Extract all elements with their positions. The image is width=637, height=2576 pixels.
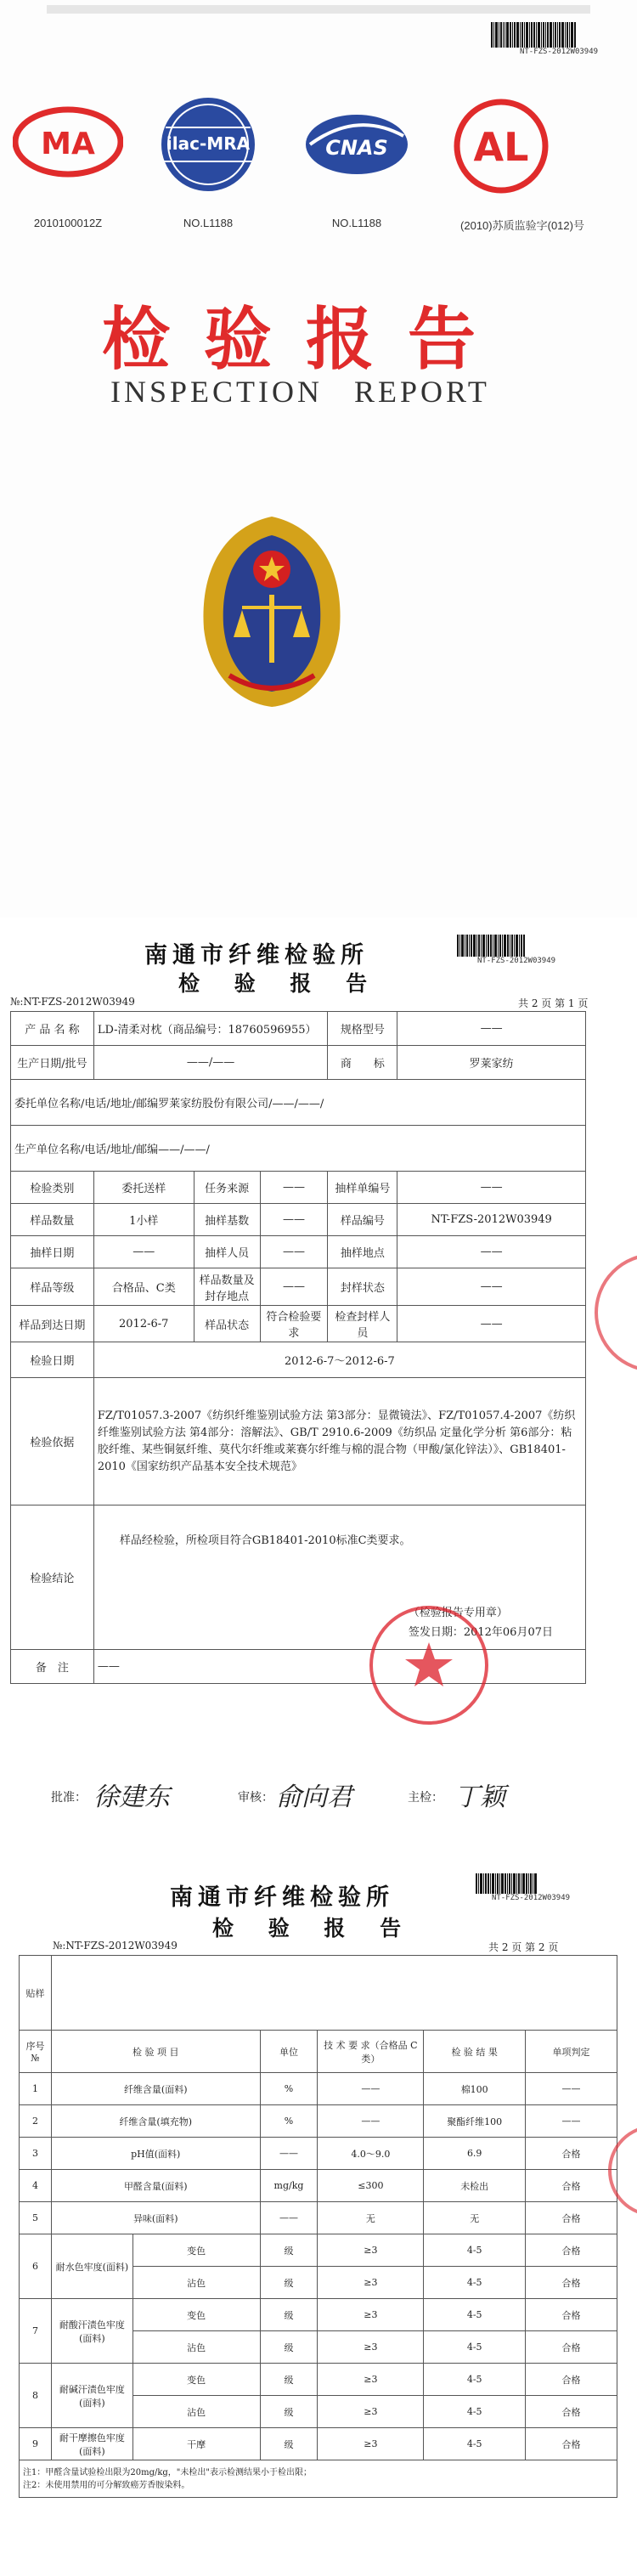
edge-stamp-icon (590, 1249, 637, 1376)
cnas-logo-icon (302, 110, 412, 178)
brand-label: 商 标 (328, 1046, 397, 1080)
row-result: 4-5 (424, 2428, 526, 2460)
row-result: 4-5 (424, 2267, 526, 2299)
al-caption: (2010)苏质监验字(012)号 (460, 219, 584, 232)
sample-label: 贴样 (20, 1956, 52, 2031)
header-unit: 单位 (260, 2031, 318, 2073)
row-no: 4 (20, 2170, 52, 2202)
table-row (20, 2138, 617, 2170)
row-result: 棉100 (424, 2073, 526, 2105)
row-item: 纤维含量(面料) (51, 2073, 260, 2105)
row-judge: 合格 (526, 2138, 617, 2170)
insp-type: 委托送样 (93, 1172, 194, 1204)
row-unit: 级 (260, 2234, 318, 2267)
row-result: 4-5 (424, 2396, 526, 2428)
seal-state-label: 封样状态 (328, 1268, 397, 1306)
row-judge: 合格 (526, 2364, 617, 2396)
p2-results-table (19, 1955, 617, 2498)
samp-date-label: 抽样日期 (11, 1236, 94, 1268)
row-unit: 级 (260, 2364, 318, 2396)
ilac-caption: NO.L1188 (183, 217, 234, 229)
client-row (11, 1080, 586, 1126)
row-no: 7 (20, 2299, 52, 2364)
approve-signature: 徐建东 (93, 1782, 170, 1812)
row-no: 1 (20, 2073, 52, 2105)
checker: —— (397, 1306, 586, 1342)
row-item: 耐碱汗渍色牢度(面料) (51, 2364, 132, 2428)
row-judge: 合格 (526, 2331, 617, 2364)
row-judge: 合格 (526, 2396, 617, 2428)
row-unit: —— (260, 2138, 318, 2170)
report-page-1 (0, 926, 637, 1844)
client: 罗莱家纺股份有限公司/——/——/ (158, 1098, 324, 1110)
svg-text:MA: MA (41, 127, 95, 161)
barcode-bars (457, 935, 576, 957)
svg-text:CNAS: CNAS (325, 136, 388, 160)
row-req: ≥3 (318, 2331, 424, 2364)
cover-title-en: INSPECTION REPORT (110, 375, 490, 409)
row-req: 4.0～9.0 (318, 2138, 424, 2170)
p2-page-label: 共 2 页 第 2 页 (488, 1941, 559, 1953)
p1-org: 南通市纤维检验所 (144, 942, 369, 969)
spec: —— (397, 1012, 586, 1046)
conclusion-label: 检验结论 (11, 1505, 94, 1650)
cnas-caption: NO.L1188 (331, 217, 382, 229)
sampler: —— (260, 1236, 328, 1268)
review-label: 审核： (238, 1791, 273, 1805)
table-row (20, 2299, 617, 2331)
samp-place-label: 抽样地点 (328, 1236, 397, 1268)
top-strip (47, 5, 590, 14)
samp-date: —— (93, 1236, 194, 1268)
row-unit: —— (260, 2202, 318, 2234)
row-req: —— (318, 2105, 424, 2138)
table-row (20, 2073, 617, 2105)
row-result: 4-5 (424, 2234, 526, 2267)
row-req: ≤300 (318, 2170, 424, 2202)
row-no: 2 (20, 2105, 52, 2138)
ilac-mra-logo-icon (157, 93, 259, 195)
brand: 罗莱家纺 (397, 1046, 586, 1080)
arrive: 2012-6-7 (93, 1306, 194, 1342)
qty: 1小样 (93, 1204, 194, 1236)
barcode-text: NT-FZS-2012W03949 (491, 1894, 571, 1902)
conclusion: 样品经检验，所检项目符合GB18401-2010标准C类要求。 (119, 1534, 411, 1547)
header-no: 序号 № (20, 2031, 52, 2073)
task-src: —— (260, 1172, 328, 1204)
producer: ——/——/ (158, 1144, 210, 1156)
header-judge: 单项判定 (526, 2031, 617, 2073)
row-sub: 沾色 (132, 2331, 260, 2364)
row-item: 耐水色牢度(面料) (51, 2234, 132, 2299)
row-result: 6.9 (424, 2138, 526, 2170)
cover-page (0, 0, 637, 918)
table-row (20, 2428, 617, 2460)
report-page-2 (0, 1865, 637, 2576)
row-sub: 沾色 (132, 2396, 260, 2428)
row-result: 聚酯纤维100 (424, 2105, 526, 2138)
basis-label: 检验依据 (11, 1378, 94, 1505)
producer-label: 生产单位名称/电话/地址/邮编 (14, 1144, 159, 1156)
row-unit: 级 (260, 2331, 318, 2364)
note-2: 注2：未使用禁用的可分解致癌芳香胺染料。 (23, 2480, 190, 2490)
edge-stamp-icon (607, 2120, 637, 2222)
prod-date-label: 生产日期/批号 (11, 1046, 94, 1080)
client-label: 委托单位名称/电话/地址/邮编 (14, 1098, 159, 1110)
prod-date: ——/—— (93, 1046, 328, 1080)
row-unit: 级 (260, 2396, 318, 2428)
row-no: 9 (20, 2428, 52, 2460)
row-req: ≥3 (318, 2234, 424, 2267)
row-sub: 干摩 (132, 2428, 260, 2460)
seal-cond-label: 样品数量及封存地点 (194, 1268, 260, 1306)
table-row (20, 2364, 617, 2396)
spec-label: 规格型号 (328, 1012, 397, 1046)
row-item: 耐酸汗渍色牢度(面料) (51, 2299, 132, 2364)
row-req: 无 (318, 2202, 424, 2234)
p1-doc-title: 检 验 报 告 (178, 971, 381, 996)
row-judge: 合格 (526, 2267, 617, 2299)
row-judge: 合格 (526, 2234, 617, 2267)
row-result: 4-5 (424, 2364, 526, 2396)
header-req: 技 术 要 求（合格品 C类） (318, 2031, 424, 2073)
samp-place: —— (397, 1236, 586, 1268)
row-unit: mg/kg (260, 2170, 318, 2202)
checker-label: 检查封样人员 (328, 1306, 397, 1342)
row-judge: —— (526, 2073, 617, 2105)
row-no: 6 (20, 2234, 52, 2299)
sample-no: NT-FZS-2012W03949 (397, 1204, 586, 1236)
basis: FZ/T01057.3-2007《纺织纤维鉴别试验方法 第3部分：显微镜法》、FZ/T01057.4-2007《纺织纤维鉴别试验方法 第4部分：溶解法》、GB/T 2910.6-2009《纺织品 定量化学分析 第6部分：粘胶纤维、某些铜氨纤维、莫代尔纤维或莱赛尔纤维与棉的混合物（甲酸/氯化锌法）》、GB18401-2010《国家纺织产品基本安全技术规范》 (93, 1378, 585, 1505)
conclusion-cell (93, 1505, 585, 1650)
cover-title-cn: 检验报告 (102, 300, 510, 379)
table-row (20, 2202, 617, 2234)
base-label: 抽样基数 (194, 1204, 260, 1236)
seal-line: （检验报告专用章） (408, 1607, 508, 1619)
product-name-label: 产 品 名 称 (11, 1012, 94, 1046)
cma-logo-icon (13, 106, 123, 178)
p2-doc-title: 检 验 报 告 (212, 1916, 415, 1940)
table-row (20, 2105, 617, 2138)
p1-report-no: №:NT-FZS-2012W03949 (10, 996, 135, 1008)
row-no: 5 (20, 2202, 52, 2234)
row-no: 8 (20, 2364, 52, 2428)
producer-row (11, 1126, 586, 1172)
row-item: 纤维含量(填充物) (51, 2105, 260, 2138)
review-signature: 俞向君 (276, 1782, 352, 1812)
sample-no-label: 样品编号 (328, 1204, 397, 1236)
row-unit: 级 (260, 2299, 318, 2331)
row-judge: 合格 (526, 2170, 617, 2202)
row-judge: 合格 (526, 2299, 617, 2331)
row-judge: —— (526, 2105, 617, 2138)
header-result: 检 验 结 果 (424, 2031, 526, 2073)
row-req: ≥3 (318, 2428, 424, 2460)
barcode-text: NT-FZS-2012W03949 (476, 957, 556, 965)
main-label: 主检： (408, 1791, 443, 1805)
barcode-bars (491, 22, 627, 48)
insp-date: 2012-6-7～2012-6-7 (93, 1342, 585, 1378)
sample-area (51, 1956, 617, 2031)
al-logo-icon (450, 98, 552, 195)
row-no: 3 (20, 2138, 52, 2170)
remarks-label: 备 注 (11, 1650, 94, 1684)
note-1: 注1：甲醛含量试验检出限为20mg/kg，"未检出"表示检测结果小于检出限； (23, 2467, 312, 2477)
product-name: LD-清柔对枕（商品编号：18760596955） (93, 1012, 328, 1046)
row-unit: % (260, 2073, 318, 2105)
row-item: 异味(面料) (51, 2202, 260, 2234)
barcode-bars (476, 1873, 586, 1894)
emblem-icon (191, 510, 352, 714)
row-judge: 合格 (526, 2428, 617, 2460)
row-item: 甲醛含量(面料) (51, 2170, 260, 2202)
qty-label: 样品数量 (11, 1204, 94, 1236)
row-unit: 级 (260, 2428, 318, 2460)
state-label: 样品状态 (194, 1306, 260, 1342)
table-row (20, 2234, 617, 2267)
row-req: ≥3 (318, 2299, 424, 2331)
p2-report-no: №:NT-FZS-2012W03949 (53, 1940, 178, 1952)
main-signature: 丁颖 (454, 1782, 505, 1812)
row-req: ≥3 (318, 2364, 424, 2396)
grade: 合格品、C类 (93, 1268, 194, 1306)
cma-caption: 2010100012Z (33, 217, 103, 229)
p1-barcode (457, 935, 576, 965)
grade-label: 样品等级 (11, 1268, 94, 1306)
state: 符合检验要求 (260, 1306, 328, 1342)
row-judge: 合格 (526, 2202, 617, 2234)
p2-barcode (476, 1873, 586, 1902)
table-row (20, 2170, 617, 2202)
header-item: 检 验 项 目 (51, 2031, 260, 2073)
seal-state: —— (397, 1268, 586, 1306)
row-sub: 变色 (132, 2364, 260, 2396)
base: —— (260, 1204, 328, 1236)
svg-text:AL: AL (473, 124, 529, 170)
arrive-label: 样品到达日期 (11, 1306, 94, 1342)
notes-cell (20, 2460, 617, 2498)
svg-text:ilac-MRA: ilac-MRA (166, 133, 251, 154)
row-item: 耐干摩擦色牢度(面料) (51, 2428, 132, 2460)
task-src-label: 任务来源 (194, 1172, 260, 1204)
row-req: —— (318, 2073, 424, 2105)
insp-date-label: 检验日期 (11, 1342, 94, 1378)
cover-barcode (491, 22, 627, 56)
sampler-label: 抽样人员 (194, 1236, 260, 1268)
row-item: pH值(面料) (51, 2138, 260, 2170)
insp-type-label: 检验类别 (11, 1172, 94, 1204)
p1-info-table (10, 1011, 586, 1684)
row-unit: 级 (260, 2267, 318, 2299)
row-unit: % (260, 2105, 318, 2138)
official-stamp-icon (365, 1602, 493, 1729)
row-result: 无 (424, 2202, 526, 2234)
barcode-text: NT-FZS-2012W03949 (519, 48, 599, 56)
sample-no-short: —— (397, 1172, 586, 1204)
sample-no-short-label: 抽样单编号 (328, 1172, 397, 1204)
sign-date: 签发日期：2012年06月07日 (408, 1626, 553, 1639)
row-sub: 沾色 (132, 2267, 260, 2299)
row-result: 4-5 (424, 2331, 526, 2364)
p1-page-label: 共 2 页 第 1 页 (518, 997, 589, 1009)
row-req: ≥3 (318, 2267, 424, 2299)
remarks: —— (93, 1650, 585, 1684)
row-req: ≥3 (318, 2396, 424, 2428)
approve-label: 批准： (51, 1791, 87, 1805)
row-result: 未检出 (424, 2170, 526, 2202)
row-result: 4-5 (424, 2299, 526, 2331)
row-sub: 变色 (132, 2234, 260, 2267)
p2-org: 南通市纤维检验所 (170, 1884, 394, 1911)
seal-cond: —— (260, 1268, 328, 1306)
row-sub: 变色 (132, 2299, 260, 2331)
